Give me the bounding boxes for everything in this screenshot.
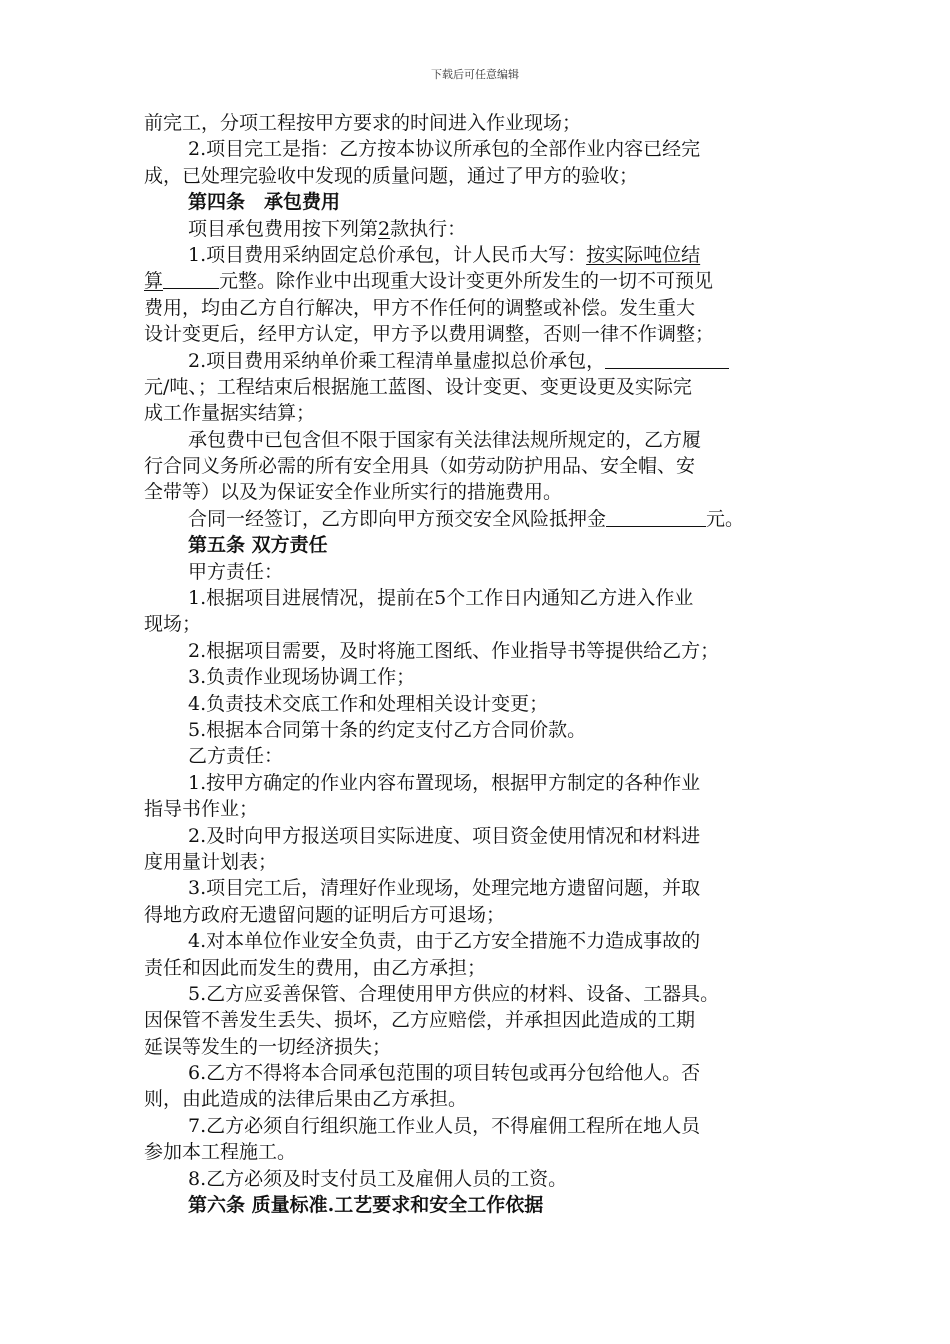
paragraph-line: 5.乙方应妥善保管、合理使用甲方供应的材料、设备、工器具。 bbox=[188, 982, 720, 1005]
paragraph-line: 责任和因此而发生的费用，由乙方承担； bbox=[144, 956, 487, 979]
paragraph-line: 乙方责任： bbox=[188, 745, 284, 768]
paragraph-line: 前完工，分项工程按甲方要求的时间进入作业现场； bbox=[144, 112, 582, 134]
paragraph-line: 参加本工程施工。 bbox=[144, 1141, 297, 1164]
paragraph-line: 成工作量据实结算； bbox=[144, 402, 316, 425]
paragraph-line: 1.按甲方确定的作业内容布置现场，根据甲方制定的各种作业 bbox=[188, 771, 701, 794]
paragraph-line: 行合同义务所必需的所有安全用具（如劳动防护用品、安全帽、安 bbox=[144, 455, 696, 478]
paragraph-line: 3.负责作业现场协调工作； bbox=[188, 666, 416, 689]
paragraph-line: 2.根据项目需要，及时将施工图纸、作业指导书等提供给乙方； bbox=[188, 639, 720, 662]
clause-number-field: 2 bbox=[378, 217, 391, 240]
paragraph-line: 成，已处理完验收中发现的质量问题，通过了甲方的验收； bbox=[144, 164, 639, 187]
document-body bbox=[144, 110, 804, 1218]
amount-field: 按实际吨位结 bbox=[586, 243, 701, 266]
paragraph-line bbox=[144, 268, 804, 294]
text-run: 款执行： bbox=[390, 217, 467, 240]
paragraph-line bbox=[144, 216, 804, 242]
paragraph-line: 延误等发生的一切经济损失； bbox=[144, 1035, 392, 1058]
deposit-blank bbox=[606, 508, 706, 527]
amount-field-cont: 算 bbox=[144, 270, 164, 293]
paragraph-line: 费用，均由乙方自行解决，甲方不作任何的调整或补偿。发生重大 bbox=[144, 296, 696, 319]
text-run: 元。 bbox=[706, 507, 745, 530]
paragraph-line bbox=[144, 506, 804, 532]
paragraph-line: 8.乙方必须及时支付员工及雇佣人员的工资。 bbox=[188, 1167, 568, 1190]
paragraph-line: 甲方责任： bbox=[188, 560, 284, 583]
paragraph-line: 2.及时向甲方报送项目实际进度、项目资金使用情况和材料进 bbox=[188, 824, 701, 847]
paragraph-line: 元/吨、；工程结束后根据施工蓝图、设计变更、变更设更及实际完 bbox=[144, 375, 692, 398]
paragraph-line: 承包费中已包含但不限于国家有关法律法规所规定的，乙方履 bbox=[188, 428, 702, 451]
paragraph-line: 5.根据本合同第十条的约定支付乙方合同价款。 bbox=[188, 718, 587, 741]
paragraph-line: 现场； bbox=[144, 613, 202, 636]
paragraph-line: 设计变更后，经甲方认定，甲方予以费用调整，否则一律不作调整； bbox=[144, 323, 715, 346]
paragraph-line: 度用量计划表； bbox=[144, 850, 278, 873]
paragraph-line: 3.项目完工后，清理好作业现场，处理完地方遗留问题，并取 bbox=[188, 877, 701, 900]
paragraph-line: 7.乙方必须自行组织施工作业人员，不得雇佣工程所在地人员 bbox=[188, 1114, 701, 1137]
paragraph-line: 1.根据项目进展情况，提前在5个工作日内通知乙方进入作业 bbox=[188, 587, 694, 610]
paragraph-line: 2.项目完工是指：乙方按本协议所承包的全部作业内容已经完 bbox=[188, 138, 701, 161]
paragraph-line: 指导书作业； bbox=[144, 798, 259, 821]
article-5-heading: 第五条 双方责任 bbox=[188, 534, 328, 557]
text-run: 元整。除作业中出现重大设计变更外所发生的一切不可预见 bbox=[219, 270, 714, 293]
paragraph-line: 4.对本单位作业安全负责，由于乙方安全措施不力造成事故的 bbox=[188, 930, 701, 953]
text-run: 项目承包费用按下列第 bbox=[188, 217, 379, 240]
article-6-heading: 第六条 质量标准.工艺要求和安全工作依据 bbox=[188, 1194, 544, 1217]
paragraph-line: 则，由此造成的法律后果由乙方承担。 bbox=[144, 1088, 468, 1111]
paragraph-line: 得地方政府无遗留问题的证明后方可退场； bbox=[144, 903, 506, 926]
article-4-heading: 第四条 承包费用 bbox=[188, 191, 341, 214]
paragraph-line: 全带等）以及为保证安全作业所实行的措施费用。 bbox=[144, 481, 563, 504]
text-run: 2.项目费用采纳单价乘工程清单量虚拟总价承包， bbox=[188, 349, 606, 372]
text-run: 1.项目费用采纳固定总价承包，计人民币大写： bbox=[188, 243, 587, 266]
blank-line bbox=[163, 270, 219, 289]
text-run: 合同一经签订，乙方即向甲方预交安全风险抵押金 bbox=[188, 507, 607, 530]
paragraph-line bbox=[144, 348, 804, 374]
paragraph-line bbox=[144, 242, 804, 268]
paragraph-line: 4.负责技术交底工作和处理相关设计变更； bbox=[188, 692, 549, 715]
page-header: 下载后可任意编辑 bbox=[431, 68, 519, 81]
paragraph-line: 6.乙方不得将本合同承包范围的项目转包或再分包给他人。否 bbox=[188, 1062, 701, 1085]
unit-price-blank bbox=[605, 350, 729, 369]
paragraph-line: 因保管不善发生丢失、损坏，乙方应赔偿，并承担因此造成的工期 bbox=[144, 1009, 696, 1032]
